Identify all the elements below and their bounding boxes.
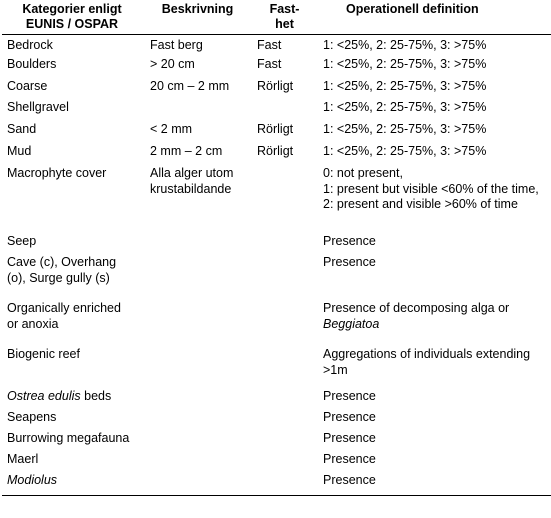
row-firmness [253,449,316,470]
table-row [2,141,551,163]
row-category: Shellgravel [7,100,69,114]
table-row [2,428,551,449]
row-definition: Presence of decomposing alga or Beggiatoa [323,301,510,331]
row-description [142,231,253,252]
row-description [142,344,253,386]
habitat-category-table [2,0,551,496]
table-row [2,76,551,97]
table-row [2,119,551,141]
row-category: Coarse [7,79,48,93]
row-definition: Presence [323,452,376,466]
row-firmness: Fast [257,37,282,52]
header-definition: Operationell definition [316,0,551,34]
table-header-row [2,0,551,34]
row-category: Organically enriched or anoxia [7,301,121,331]
row-firmness: Rörligt [257,144,294,158]
table-row [2,163,551,231]
row-firmness [253,386,316,407]
row-firmness [253,231,316,252]
table-row [2,298,551,344]
row-definition: Presence [323,431,376,445]
header-category: Kategorier enligt EUNIS / OSPAR [2,0,142,34]
row-definition: Presence [323,234,376,248]
table-row [2,231,551,252]
row-firmness: Rörligt [257,79,294,93]
row-firmness [253,298,316,344]
row-category: Mud [7,144,32,158]
row-firmness [253,407,316,428]
row-definition: 0: not present, 1: present but visible <60% of the time, 2: present and visible >60% of time [323,166,539,211]
row-definition: Presence [316,470,551,495]
row-category: Cave (c), Overhang (o), Surge gully (s) [7,255,117,285]
row-category: Bedrock [7,37,53,52]
table-row [2,97,551,119]
row-category: Macrophyte cover [7,166,107,180]
row-description: < 2 mm [150,122,193,136]
row-description [142,470,253,495]
row-definition: 1: <25%, 2: 25-75%, 3: >75% [323,122,487,136]
row-definition: 1: <25%, 2: 25-75%, 3: >75% [323,57,487,71]
header-description: Beskrivning [142,0,253,34]
table-row [2,407,551,428]
table-row [2,449,551,470]
table-row [2,54,551,76]
row-category: Burrowing megafauna [7,431,130,445]
header-firmness: Fast- het [253,0,316,34]
row-description [142,407,253,428]
row-firmness: Fast [257,57,282,71]
table-row [2,344,551,386]
row-description: > 20 cm [150,57,195,71]
row-firmness [253,97,316,119]
row-description: 20 cm – 2 mm [150,79,230,93]
row-firmness [253,163,316,231]
table-row [2,252,551,298]
row-firmness [253,428,316,449]
row-category: Boulders [7,57,57,71]
row-category: Seapens [7,410,57,424]
row-definition: Presence [323,410,376,424]
table-row [2,470,551,495]
row-definition: Presence [323,389,376,403]
row-definition: 1: <25%, 2: 25-75%, 3: >75% [323,79,487,93]
table-row [2,386,551,407]
row-description: Alla alger utom krustabildande [150,166,234,196]
row-firmness [253,470,316,495]
row-description [142,97,253,119]
row-definition: Aggregations of individuals extending >1m [323,347,531,377]
row-category: Maerl [7,452,39,466]
row-description [142,428,253,449]
row-description [142,386,253,407]
row-firmness [253,252,316,298]
row-firmness [253,344,316,386]
row-definition: 1: <25%, 2: 25-75%, 3: >75% [323,37,487,52]
row-firmness: Rörligt [257,122,294,136]
row-category: Modiolus [2,470,142,495]
row-category: Seep [7,234,37,248]
row-definition: Presence [323,255,376,269]
row-definition: 1: <25%, 2: 25-75%, 3: >75% [323,144,487,158]
row-description: 2 mm – 2 cm [150,144,223,158]
row-description [142,252,253,298]
row-description: Fast berg [150,37,203,52]
row-category: Sand [7,122,37,136]
row-description [142,449,253,470]
row-category: Biogenic reef [7,347,80,361]
row-description [142,298,253,344]
row-category: Ostrea edulis beds [7,389,112,403]
table-row [2,34,551,54]
row-definition: 1: <25%, 2: 25-75%, 3: >75% [323,100,487,114]
